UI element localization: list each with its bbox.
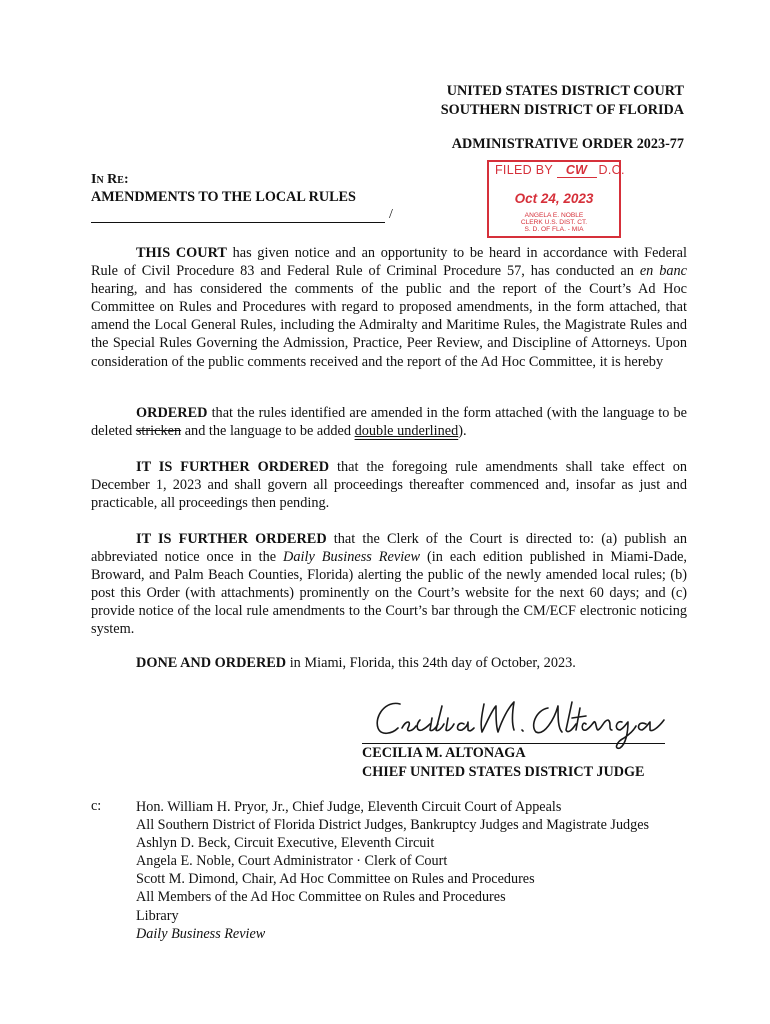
stamp-filed-by: FILED BY xyxy=(495,163,553,177)
case-subject: AMENDMENTS TO THE LOCAL RULES xyxy=(91,189,356,205)
en-banc-term: en banc xyxy=(639,263,688,280)
paragraph-text: in Miami, Florida, this 24th day of October, 2023. xyxy=(286,655,576,671)
stamp-dc: D.C. xyxy=(598,163,625,177)
copy-recipient: Hon. William H. Pryor, Jr., Chief Judge, Eleventh Circuit Court of Appeals xyxy=(136,799,562,815)
filed-stamp xyxy=(487,160,625,238)
lead-ordered: ORDERED xyxy=(136,405,208,421)
copy-recipient: Daily Business Review xyxy=(136,925,266,942)
paragraph-text: that the rules identified are amended in the form attached (with the language to be deleted xyxy=(91,405,687,440)
paragraph-notice xyxy=(91,244,687,371)
paragraph-effective-date xyxy=(91,458,687,512)
paragraph-text: hearing, and has considered the comments of the public and the report of the Court’s Ad Hoc Committee on Rules and Procedures with regard to proposed amendments, in the form attached, that amend the Local General Rules, including the Admiralty and Maritime Rules, the Magistrate Rules and the Special Rules Governing the Admission, Practice, Peer Review, and Discipline of Attorneys. Upon consideration of the public comments received and the report of the Ad Hoc Committee, it is hereby xyxy=(91,281,687,370)
caption-rule xyxy=(91,207,393,223)
court-header xyxy=(441,82,684,119)
paragraph-text: (in each edition published in Miami-Dade, Broward, and Palm Beach Counties, Florida) alerting the public of the newly amended local rules; (b) post this Order (with attachments) prominently on the Court’s website for the next 60 days; and (c) provide notice of the local rule amendments to the Court’s bar through the CM/ECF electronic noticing system. xyxy=(91,549,688,638)
copy-recipient: Ashlyn D. Beck, Circuit Executive, Eleventh Circuit xyxy=(136,835,435,852)
lead-further-ordered: IT IS FURTHER ORDERED xyxy=(136,459,330,475)
paragraph-text: and the language to be added xyxy=(181,423,355,440)
court-district: SOUTHERN DISTRICT OF FLORIDA xyxy=(440,101,684,118)
copy-recipient: Library xyxy=(136,907,179,924)
lead-this-court: THIS COURT xyxy=(136,245,227,261)
lead-done-and-ordered: DONE AND ORDERED xyxy=(136,655,287,671)
judge-title: CHIEF UNITED STATES DISTRICT JUDGE xyxy=(362,763,645,780)
paragraph-text: ). xyxy=(458,423,467,440)
stamp-clerk-district: S. D. OF FLA. - MIA xyxy=(524,226,584,234)
paragraph-done-and-ordered xyxy=(91,654,687,672)
double-underlined-example: double underlined xyxy=(354,423,459,440)
paragraph-ordered xyxy=(91,404,687,440)
stricken-example: stricken xyxy=(135,423,182,440)
copies-list xyxy=(136,798,649,943)
stamp-initials: CW xyxy=(557,163,597,178)
copy-recipient: All Southern District of Florida District Judges, Bankruptcy Judges and Magistrate Judges xyxy=(136,817,650,834)
stamp-date: Oct 24, 2023 xyxy=(514,191,594,206)
judge-signature-block xyxy=(362,744,645,781)
judge-name: CECILIA M. ALTONAGA xyxy=(362,745,526,761)
copy-recipient: Scott M. Dimond, Chair, Ad Hoc Committee on Rules and Procedures xyxy=(136,871,535,888)
stamp-clerk-title: CLERK U.S. DIST. CT. xyxy=(520,219,588,227)
administrative-order-number: ADMINISTRATIVE ORDER 2023-77 xyxy=(451,136,684,152)
court-name: UNITED STATES DISTRICT COURT xyxy=(446,83,684,99)
paragraph-text: that the Clerk of the Court is directed to: (a) publish an abbreviated notice once in the xyxy=(91,531,687,566)
stamp-clerk xyxy=(489,212,619,234)
copy-recipient: All Members of the Ad Hoc Committee on Rules and Procedures xyxy=(136,889,506,906)
lead-further-ordered: IT IS FURTHER ORDERED xyxy=(136,531,327,547)
copy-recipient: Angela E. Noble, Court Administrator · Clerk of Court xyxy=(136,853,448,870)
stamp-filed-line xyxy=(495,163,625,178)
publication-name: Daily Business Review xyxy=(283,549,421,566)
copies-label: c: xyxy=(91,798,102,814)
in-re-label: In Re: xyxy=(91,172,129,187)
paragraph-text: that the foregoing rule amendments shall take effect on December 1, 2023 and shall govern all proceedings thereafter commenced and, insofar as just and practicable, all proceedings then pending. xyxy=(91,459,687,512)
caption-slash: / xyxy=(389,207,393,222)
paragraph-text: has given notice and an opportunity to be heard in accordance with Federal Rule of Civil Procedure 83 and Federal Rule of Criminal Procedure 57, has conducted an xyxy=(91,245,688,280)
paragraph-clerk-directions xyxy=(91,530,687,639)
stamp-clerk-name: ANGELA E. NOBLE xyxy=(524,212,584,219)
